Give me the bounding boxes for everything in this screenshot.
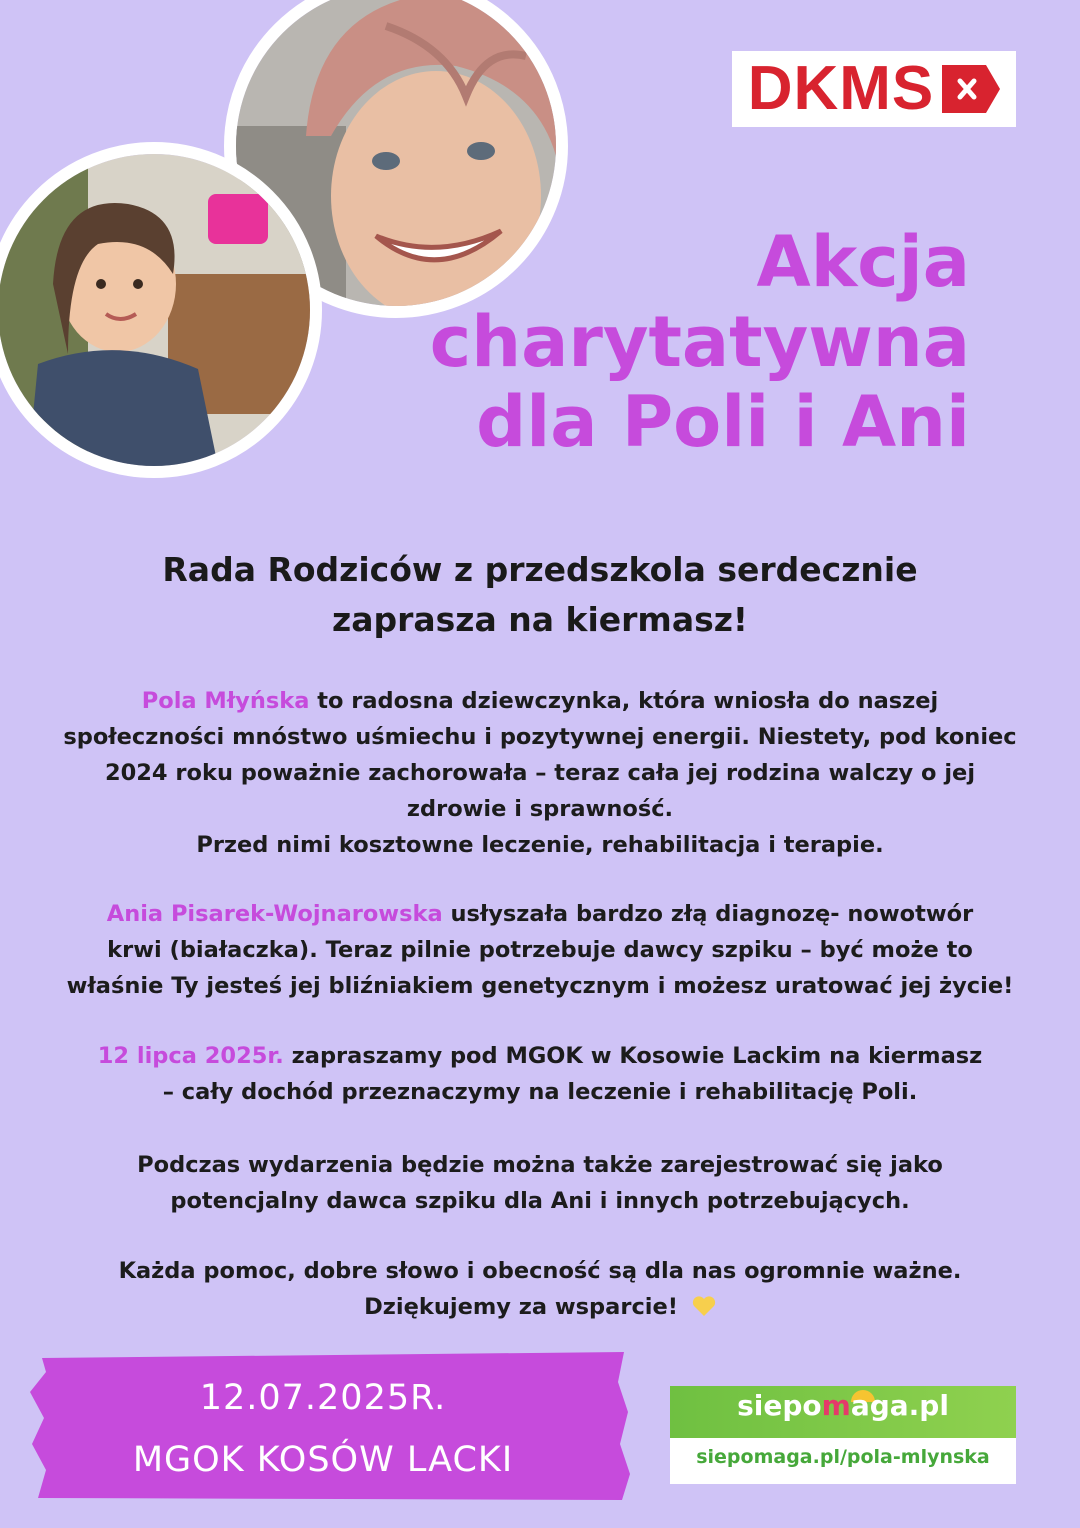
paragraph-ania [10, 896, 1070, 1004]
invite-heading [60, 545, 1020, 645]
paragraph-pola [10, 683, 1070, 863]
paragraph-pola-line-2: społeczności mnóstwo uśmiechu i pozytywnej energii. Niestety, pod koniec [63, 724, 1017, 750]
paragraph-pola-line-3: 2024 roku poważnie zachorowała – teraz cała jej rodzina walczy o jej [104, 760, 976, 786]
paragraph-thanks-line-2: Dziękujemy za wsparcie! [364, 1294, 679, 1320]
event-banner-place: MGOK KOSÓW LACKI [132, 1440, 514, 1480]
dkms-wordmark: DKMS [747, 54, 935, 123]
siepomaga-logo[interactable] [670, 1386, 1016, 1484]
paragraph-donor [10, 1147, 1070, 1219]
yellow-heart-icon [692, 1295, 716, 1317]
siepomaga-wordmark-part2: aga.pl [850, 1389, 949, 1422]
headline-line-1: Akcja [756, 221, 970, 303]
siepomaga-url[interactable]: siepomaga.pl/pola-mlynska [696, 1446, 990, 1468]
dkms-logo [732, 51, 1016, 127]
siepomaga-wordmark-part1: siepo [737, 1389, 822, 1422]
paragraph-pola-line-5: Przed nimi kosztowne leczenie, rehabilitacja i terapie. [196, 832, 884, 858]
paragraph-donor-line-2: potencjalny dawca szpiku dla Ani i innych potrzebujących. [170, 1188, 910, 1214]
siepomaga-wordmark [670, 1389, 1016, 1422]
paragraph-ania-line-3: właśnie Ty jesteś jej bliźniakiem genetycznym i możesz uratować jej życie! [66, 973, 1014, 999]
headline [270, 222, 970, 462]
headline-line-2: charytatywna [429, 301, 970, 383]
event-date-highlight: 12 lipca 2025r. [97, 1043, 284, 1069]
name-pola: Pola Młyńska [141, 688, 310, 714]
paragraph-ania-line-1: usłyszała bardzo złą diagnozę- nowotwór [442, 901, 974, 927]
paragraph-event [10, 1038, 1070, 1110]
paragraph-thanks [10, 1253, 1070, 1325]
event-banner [28, 1352, 634, 1500]
paragraph-event-line-2: – cały dochód przeznaczymy na leczenie i rehabilitację Poli. [162, 1079, 918, 1105]
name-ania: Ania Pisarek-Wojnarowska [106, 901, 443, 927]
invite-line-2: zaprasza na kiermasz! [332, 600, 748, 639]
headline-line-3: dla Poli i Ani [476, 381, 970, 463]
heart-letter-icon: m [821, 1389, 851, 1422]
paragraph-event-line-1: zapraszamy pod MGOK w Kosowie Lackim na kiermasz [283, 1043, 983, 1069]
paragraph-donor-line-1: Podczas wydarzenia będzie można także zarejestrować się jako [137, 1152, 943, 1178]
invite-line-1: Rada Rodziców z przedszkola serdecznie [162, 550, 918, 589]
event-banner-date: 12.07.2025R. [199, 1378, 447, 1418]
girl-portrait-illustration [0, 154, 310, 466]
paragraph-pola-line-4: zdrowie i sprawność. [406, 796, 674, 822]
x-badge-icon [942, 65, 1000, 113]
paragraph-ania-line-2: krwi (białaczka). Teraz pilnie potrzebuje dawcy szpiku – być może to [107, 937, 973, 963]
paragraph-pola-line-1: to radosna dziewczynka, która wniosła do naszej [309, 688, 939, 714]
paragraph-thanks-line-1: Każda pomoc, dobre słowo i obecność są dla nas ogromnie ważne. [118, 1258, 962, 1284]
